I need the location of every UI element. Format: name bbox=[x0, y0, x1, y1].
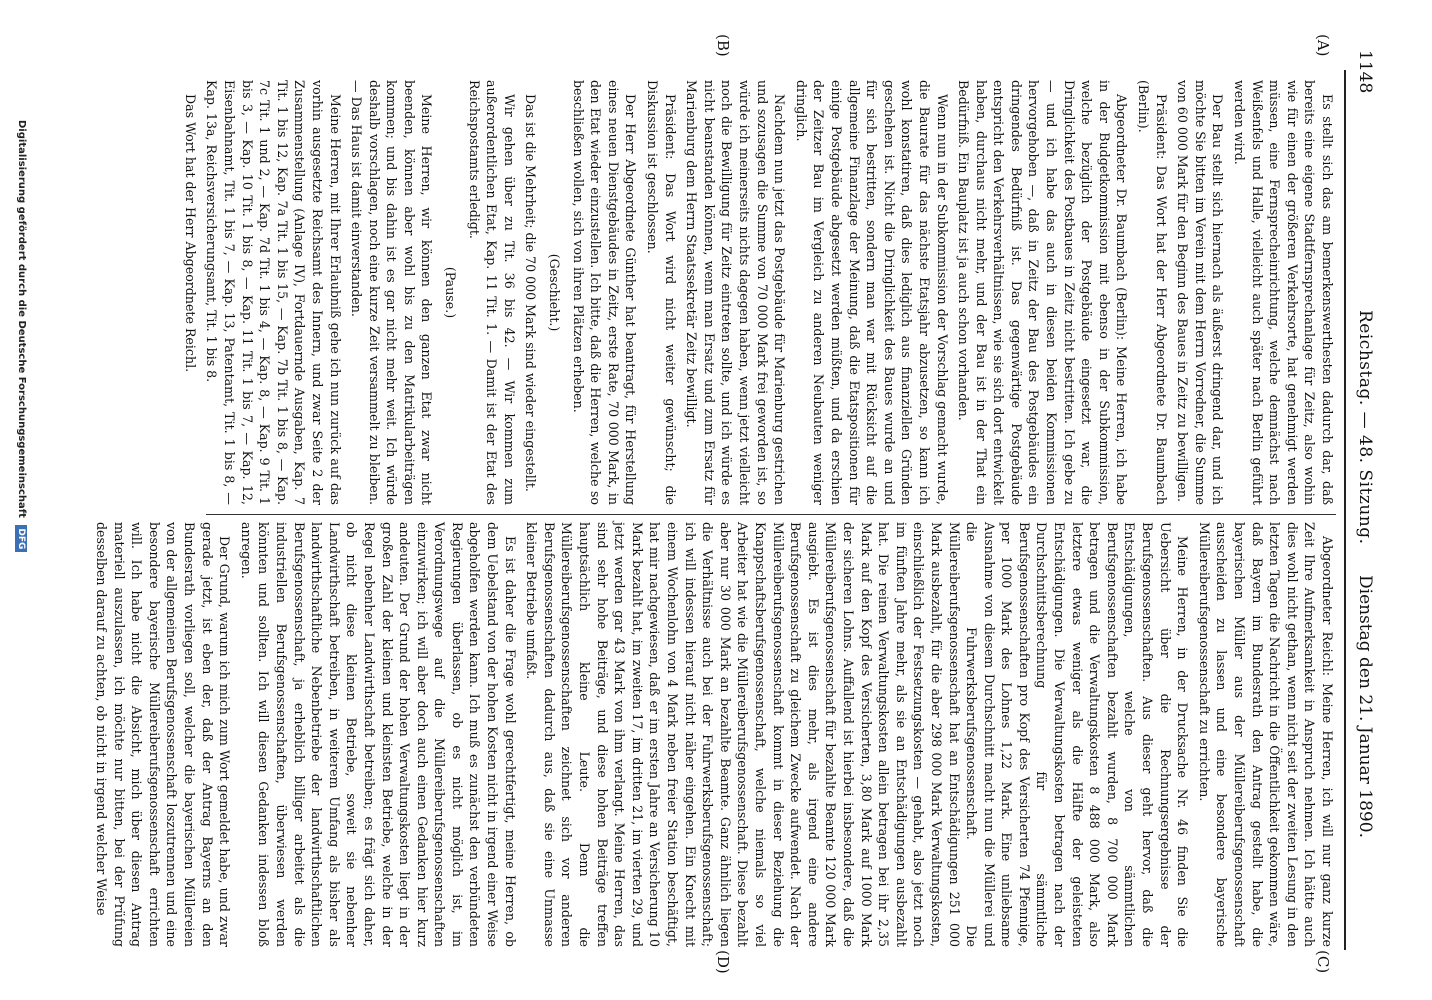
paragraph: Wenn nun in der Subkommission der Vorschlag gemacht wurde, die Baurate für das nächste Etatsjahr abzusetzen, so kann ich wohl konstatiren, daß dies lediglich aus finanziellen Gründen geschehen ist. Nicht die Dringlichkeit des Baues wurde an und für sich bestritten, sondern man war mit Rücksicht auf die allgemeine Finanzlage der Meinung, daß die Etatspositionen für einige Postgebäude abgesetzt werden müßten, und da erschien der Zeitzer Bau im Vergleich zu anderen Neubauten weniger dringlich. bbox=[793, 80, 950, 505]
page-header bbox=[1350, 30, 1380, 965]
paragraph: Der Grund, warum ich mich zum Wort gemeldet habe, und zwar gerade jetzt, ist eben der, daß der Antrag Bayerns an den Bundesrath vorliegen soll, welcher die bayerischen Müllereien von der allgemeinen Berufsgenossenschaft loszutrennen und eine besondere bayerische Müllereiberufsgenossenschaft errichten will. Ich habe nicht die Absicht, mich über diesen Antrag materiell auszulassen, ich möchte nur bitten, bei der Prüfung desselben darauf zu achten, ob nicht in irgend welcher Weise bbox=[94, 522, 233, 947]
paragraph: Nachdem nun jetzt das Postgebäude für Marienburg gestrichen und sozusagen die Summe von 70 000 Mark frei geworden ist, so würde ich meinerseits nichts dagegen haben, wenn jetzt vielleicht noch die Bewilligung für Zeitz eintreten sollte, und ich würde es nicht beanstanden können, wenn man Ersatz und zum Ersatz für Marienburg dem Herrn Staatssekretär Zeitz bewilligt. bbox=[684, 80, 788, 505]
paragraph: Meine Herren, in der Drucksache Nr. 46 finden Sie die Uebersicht über die Rechnungsergebnisse der Berufsgenossenschaften. Aus dieser geht hervor, daß die Entschädigungen, welche von sämmtlichen Berufsgenossenschaften bezahlt wurden, 8 700 000 Mark betragen und die Verwaltungskosten 8 488 000 Mark, also letztere etwas weniger als die Hälfte der geleisteten Entschädigungen. Die Verwaltungskosten betragen nach der Durchschnittsberechnung für sämmtliche Berufsgenossenschaften pro Kopf des Versicherten 74 Pfennige, per 1000 Mark des Lohnes 1,22 Mark. Eine unliebsame Ausnahme von diesem Durchschnitt macht nun die Müllerei und die Fuhrwerksberufsgenossenschaft. Die Müllereiberufsgenossenschaft hat an Entschädigungen 251 000 Mark ausbezahlt, für die aber 298 000 Mark Verwaltungskosten, einschließlich der Festsetzungskosten — gehabt, also jetzt noch im fünften Jahre mehr, als sie an Entschädigungen ausbezahlt hat. Die reinen Verwaltungskosten allein betragen bei ihr 2,35 Mark auf den Kopf des Versicherten, 3,80 Mark auf 1000 Mark der sicheren Lohns. Auffallend ist hierbei insbesondere, daß die Müllereiberufsgenossenschaft für bezahlte Beamte 120 000 Mark ausgiebt. Es ist dies mehr, als irgend eine andere Berufsgenossenschaft zu gleichem Zwecke aufwendet. Nach der Müllereiberufsgenossenschaft kommt in dieser Beziehung die Knappschaftsberufsgenossenschaft, welche niemals so viel Arbeiter hat wie die Müllereiberufsgenossenschaft. Diese bezahlt aber nur 30 000 Mark an bezahlte Beamte. Ganz ähnlich liegen die Verhältnisse auch bei der Fuhrwerksberufsgenossenschaft; ich will indessen hierauf nicht näher eingehen. Ein Knecht mit einem Wochenlohn von 4 Mark neben freier Station beschäftigt, hat mir nachgewiesen, daß er im ersten Jahre an Versicherung 10 Mark bezahlt hat, im zweiten 17, im dritten 21, im vierten 29, und jetzt werden gar 43 Mark von ihm verlangt. Meine Herren, das sind sehr hohe Beiträge, und diese hohen Beiträge treffen hauptsächlich kleine Leute. Denn die Müllereiberufsgenossenschaften zeichnet sich vor anderen Berufsgenossenschaften dadurch aus, daß sie eine Unmasse kleiner Betriebe umfaßt. bbox=[524, 522, 1191, 947]
session-date: Dienstag den 21. Januar 1890. bbox=[1355, 575, 1375, 838]
paragraph: Meine Herren, wir können den ganzen Etat zwar nicht beenden, können aber wohl bis zu den Matrikularbeiträgen kommen; und bis dahin ist es gar nicht mehr weit. Ich würde deshalb vorschlagen, noch eine kurze Zeit versammelt zu bleiben. — Das Haus ist damit einverstanden. bbox=[349, 80, 435, 505]
paragraph: Der Bau stellt sich hiernach als äußerst dringend dar, und ich möchte Sie bitten im Verein mit dem Herrn Vorredner, die Summe von 60 000 Mark für den Beginn des Baues in Zeitz zu bewilligen. bbox=[1175, 80, 1226, 505]
paragraph: Das Wort hat der Herr Abgeordnete Reichl. bbox=[182, 94, 198, 373]
margin-marker-c: (C) bbox=[1314, 950, 1332, 974]
session-title: Reichstag. — 48. Sitzung. bbox=[1355, 310, 1375, 545]
paragraph: Es ist daher die Frage wohl gerechtfertigt, meine Herren, ob dem Uebelstand von der hohen Kosten nicht in irgend einer Weise abgeholfen werden kann. Ich muß es zunächst den verbündeten Regierungen überlassen, ob es nicht möglich ist, im Verordnungswege auf die Müllereiberufsgenossenschaften einzuwirken; ich will aber doch auch einen Gedanken hier kurz andeuten. Der Grund der hohen Verwaltungskosten liegt in der großen Zahl der kleinen und kleinsten Betriebe, welche in der Regel nebenher Landwirthschaft betreiben; es frägt sich daher, ob nicht diese kleinen Betriebe, soweit sie nebenher Landwirthschaft betreiben, in weiterem Umfang als bisher als landwirthschaftliche Nebenbetriebe der landwirthschaftlichen Berufsgenossenschaft, ja erheblich billiger arbeitet als die industriellen Berufsgenossenschaften, überwiesen werden könnten und sollten. Ich will diesen Gedanken indessen bloß anregen. bbox=[238, 522, 518, 947]
left-text-column bbox=[126, 80, 1336, 505]
margin-marker-a: (A) bbox=[1314, 34, 1332, 57]
right-text-column bbox=[94, 522, 1336, 947]
paragraph: Präsident: Das Wort wird nicht weiter gewünscht; die Diskussion ist geschlossen. bbox=[645, 80, 678, 505]
paragraph: Abgeordneter Dr. Baumbach (Berlin): Meine Herren, ich habe in der Budgetkommission mit ebenso in der Subkommission, welche bezüglich der Postgebäude eingesetzt war, die Dringlichkeit des Postbaues in Zeitz nicht bestritten. Ich gebe zu — und ich habe das auch in diesen beiden Kommissionen hervorgehoben —, daß in Zeitz der Bau des Postgebäudes ein dringendes Bedürfniß ist. Das gegenwärtige Postgebäude entspricht den Verkehrsverhältnissen, wie sie sich dort entwickelt haben, durchaus nicht mehr, und der Bau ist in der That ein Bedürfniß. Ein Bauplatz ist ja auch schon vorhanden. bbox=[956, 80, 1130, 505]
margin-marker-d: (D) bbox=[714, 950, 732, 974]
header-rule bbox=[1344, 70, 1346, 950]
paragraph: Meine Herren, mit Ihrer Erlaubniß gehe ich nun zurück auf das vorhin ausgesetzte Reichsamt des Innern, und zwar Seite 2 der Zusammenstellung (Anlage IV), Fortdauernde Ausgaben, Kap. 7 Tit. 1 bis 12, Kap. 7a Tit. 1 bis 15, — Kap. 7b Tit. 1 bis 8, — Kap. 7c Tit. 1 und 2, — Kap. 7d Tit. 1 bis 4, — Kap. 8, — Kap. 9 Tit. 1 bis 3, — Kap. 10 Tit. 1 bis 8, — Kap. 11 Tit. 1 bis 7, — Kap. 12, Eisenbahnamt, Tit. 1 bis 7, — Kap. 13, Patentamt, Tit. 1 bis 8, — Kap. 13a, Reichsversicherungsamt, Tit. 1 bis 8. bbox=[204, 80, 343, 505]
paragraph: Das ist die Mehrheit; die 70 000 Mark sind wieder eingestellt. bbox=[523, 94, 539, 492]
paragraph: Wir gehen über zu Tit. 36 bis 42. — Wir kommen zum außerordentlichen Etat, Kap. 11 Tit. 1. — Damit ist der Etat des Reichspostamts erledigt. bbox=[466, 80, 517, 505]
paragraph: Präsident: Das Wort hat der Herr Abgeordnete Dr. Baumbach (Berlin). bbox=[1136, 80, 1169, 505]
dfg-logo: DFG bbox=[15, 525, 27, 552]
column-divider bbox=[206, 514, 1336, 515]
paragraph: Der Herr Abgeordnete Günther hat beantragt, für Herstellung eines neuen Dienstgebäudes in Zeitz, erste Rate, 70 000 Mark, in den Etat wieder einzustellen. Ich bitte, daß die Herren, welche so beschließen wollen, sich von ihren Plätzen erheben. bbox=[570, 80, 639, 505]
paragraph: Es stellt sich das am bemerkenswerthesten dadurch dar, daß bereits eine eigene Stadtfernsprechanlage für Zeitz, also wohin wie für einen der größeren Verkehrsorte, hat genehmigt werden müssen, eine Fernsprecheinrichtung, welche demnächst nach Weißenfels und Halle, vielleicht auch später nach Berlin geführt werden wird. bbox=[1232, 80, 1335, 505]
digitization-credit bbox=[15, 120, 27, 552]
stage-direction: (Geschieht.) bbox=[547, 253, 563, 332]
stage-direction: (Pause.) bbox=[443, 266, 459, 319]
credit-text: Digitalisierung gefördert durch die Deutsche Forschungsgemeinschaft bbox=[16, 120, 27, 518]
paragraph: Abgeordneter Reichl: Meine Herren, ich will nur ganz kurze Zeit Ihre Aufmerksamkeit in Anspruch nehmen. Ich hätte auch dies wohl nicht gethan, wenn nicht seit der zweiten Lesung in den letzten Tagen die Nachricht in die Öffentlichkeit gekommen wäre, daß Bayern im Bundesrath den Antrag gestellt habe, die bayerischen Müller aus der Müllereiberufsgenossenschaft ausscheiden zu lassen und eine besondere bayerische Müllereiberufsgenossenschaft zu errichten. bbox=[1196, 522, 1335, 947]
page-number: 1148 bbox=[1355, 50, 1375, 94]
margin-marker-b: (B) bbox=[714, 34, 732, 57]
